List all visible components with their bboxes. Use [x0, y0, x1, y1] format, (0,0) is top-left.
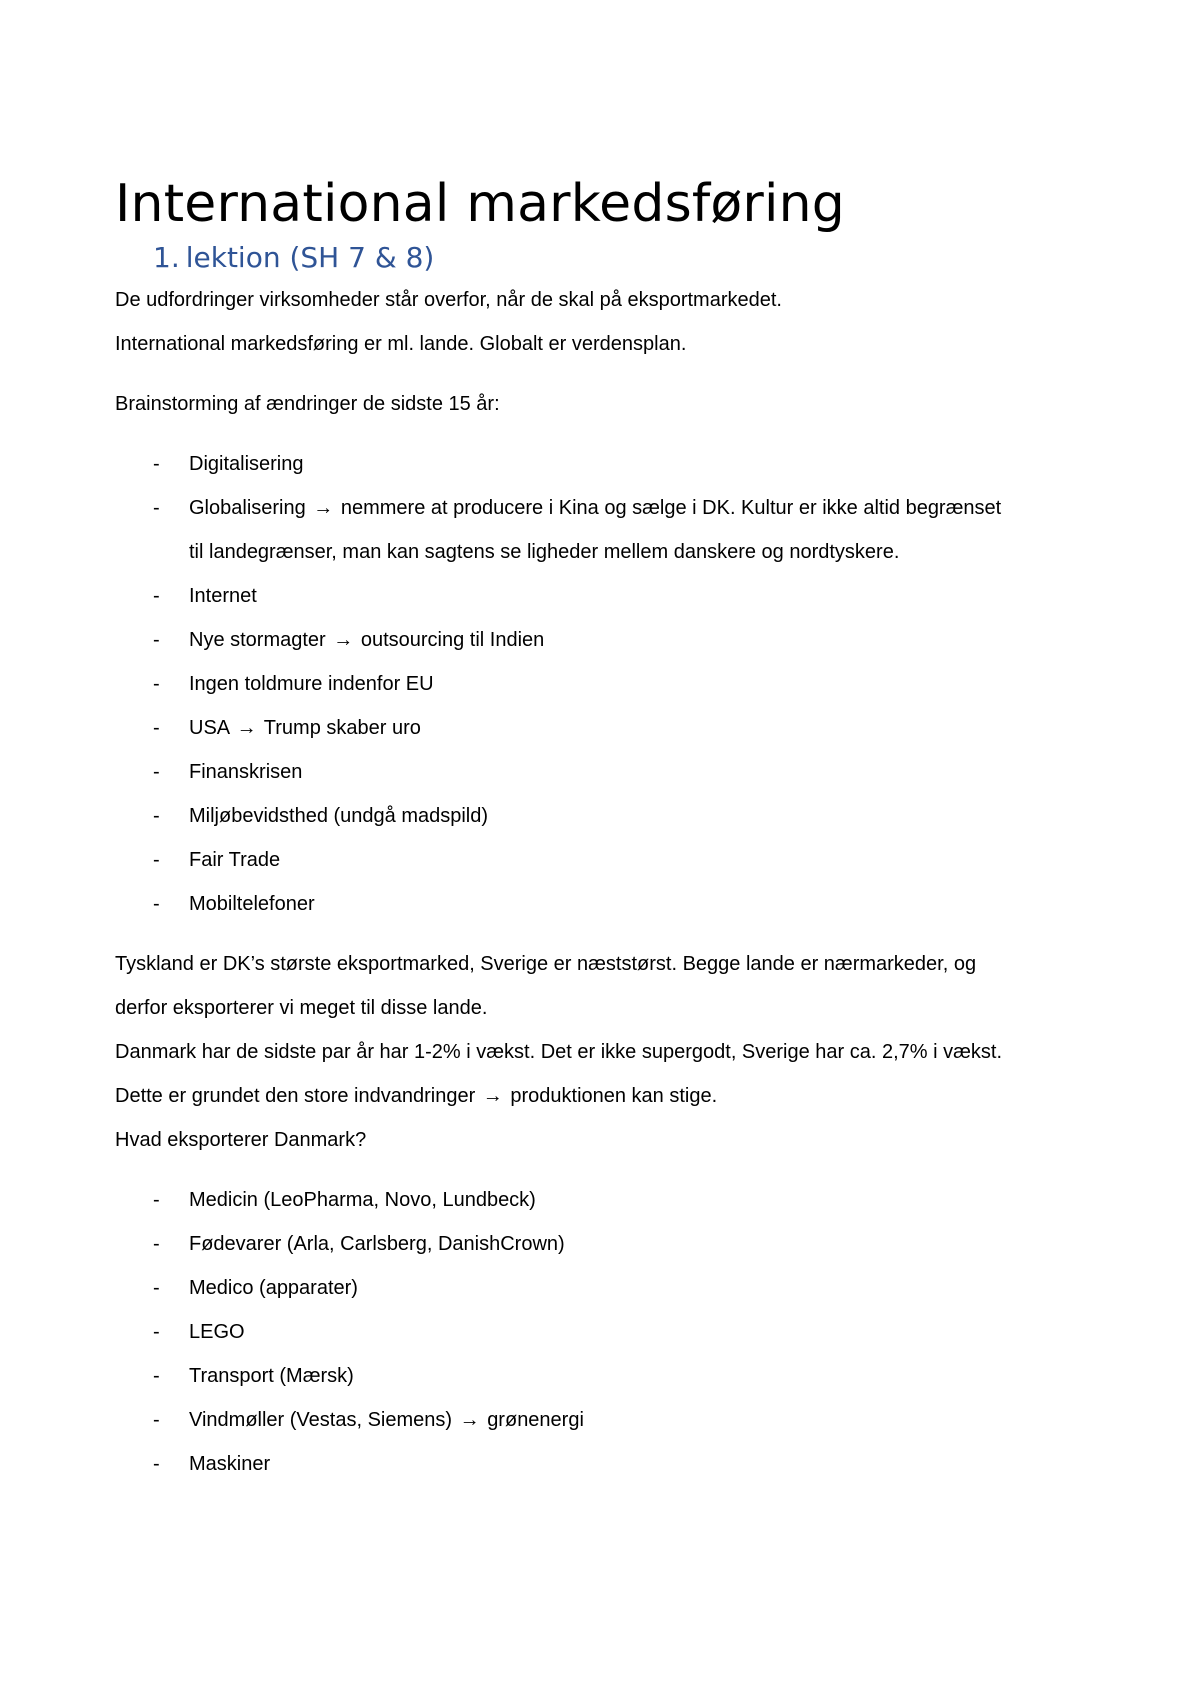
- paragraph-line: Dette er grundet den store indvandringer → produktionen kan stige.: [115, 1085, 718, 1107]
- dash-marker: -: [153, 1321, 160, 1343]
- list-item: - Miljøbevidsthed (undgå madspild): [115, 794, 1095, 838]
- list-item: - Digitalisering: [115, 442, 1095, 486]
- list-item: - Ingen toldmure indenfor EU: [115, 662, 1095, 706]
- list-item: - LEGO: [115, 1310, 1095, 1354]
- paragraph-line: Danmark har de sidste par år har 1-2% i vækst. Det er ikke supergodt, Sverige har ca. 2,7% i vækst.: [115, 1041, 1003, 1063]
- list-item: - Nye stormagter → outsourcing til Indien: [115, 618, 1095, 662]
- export-list: [115, 1178, 1095, 1486]
- dash-marker: -: [153, 1233, 160, 1255]
- paragraph-line: Tyskland er DK’s største eksportmarked, Sverige er næststørst. Begge lande er nærmarkeder, og: [115, 953, 977, 975]
- export-question: Hvad eksporterer Danmark?: [115, 1129, 367, 1151]
- intro-line: International markedsføring er ml. lande. Globalt er verdensplan.: [115, 333, 687, 355]
- brainstorm-heading: Brainstorming af ændringer de sidste 15 år:: [115, 393, 500, 415]
- dash-marker: -: [153, 673, 160, 695]
- list-item: - Transport (Mærsk): [115, 1354, 1095, 1398]
- dash-marker: -: [153, 849, 160, 871]
- list-item: - Medicin (LeoPharma, Novo, Lundbeck): [115, 1178, 1095, 1222]
- list-item: - Fair Trade: [115, 838, 1095, 882]
- list-item: - Vindmøller (Vestas, Siemens) → grønenergi: [115, 1398, 1095, 1442]
- document-title: International markedsføring: [115, 174, 845, 234]
- list-item: - Maskiner: [115, 1442, 1095, 1486]
- arrow-icon: →: [333, 629, 354, 651]
- lesson-heading-number: 1.: [153, 241, 180, 274]
- list-item: - Fødevarer (Arla, Carlsberg, DanishCrown): [115, 1222, 1095, 1266]
- arrow-icon: →: [313, 497, 334, 519]
- dash-marker: -: [153, 629, 160, 651]
- list-item: - Mobiltelefoner: [115, 882, 1095, 926]
- dash-marker: -: [153, 761, 160, 783]
- dash-marker: -: [153, 893, 160, 915]
- list-item: - Finanskrisen: [115, 750, 1095, 794]
- list-item: - Internet: [115, 574, 1095, 618]
- export-paragraph: [115, 942, 1095, 1162]
- paragraph-line: derfor eksporterer vi meget til disse lande.: [115, 997, 488, 1019]
- document-page: [115, 172, 1095, 1486]
- dash-marker: -: [153, 1453, 160, 1475]
- dash-marker: -: [153, 717, 160, 739]
- list-item: - USA → Trump skaber uro: [115, 706, 1095, 750]
- list-item: - Globalisering → nemmere at producere i Kina og sælge i DK. Kultur er ikke altid begrænset til landegrænser, man kan sagtens se ligheder mellem danskere og nordtyskere.: [115, 486, 1095, 574]
- brainstorm-list: [115, 442, 1095, 926]
- lesson-heading-text: lektion (SH 7 & 8): [185, 241, 435, 274]
- dash-marker: -: [153, 1277, 160, 1299]
- dash-marker: -: [153, 1189, 160, 1211]
- list-item: - Medico (apparater): [115, 1266, 1095, 1310]
- arrow-icon: →: [459, 1409, 480, 1431]
- dash-marker: -: [153, 497, 160, 519]
- dash-marker: -: [153, 453, 160, 475]
- dash-marker: -: [153, 585, 160, 607]
- arrow-icon: →: [236, 717, 257, 739]
- dash-marker: -: [153, 805, 160, 827]
- intro-paragraph: [115, 278, 1095, 366]
- lesson-heading: [153, 238, 1095, 278]
- intro-line: De udfordringer virksomheder står overfor, når de skal på eksportmarkedet.: [115, 289, 782, 311]
- arrow-icon: →: [482, 1085, 503, 1107]
- dash-marker: -: [153, 1409, 160, 1431]
- dash-marker: -: [153, 1365, 160, 1387]
